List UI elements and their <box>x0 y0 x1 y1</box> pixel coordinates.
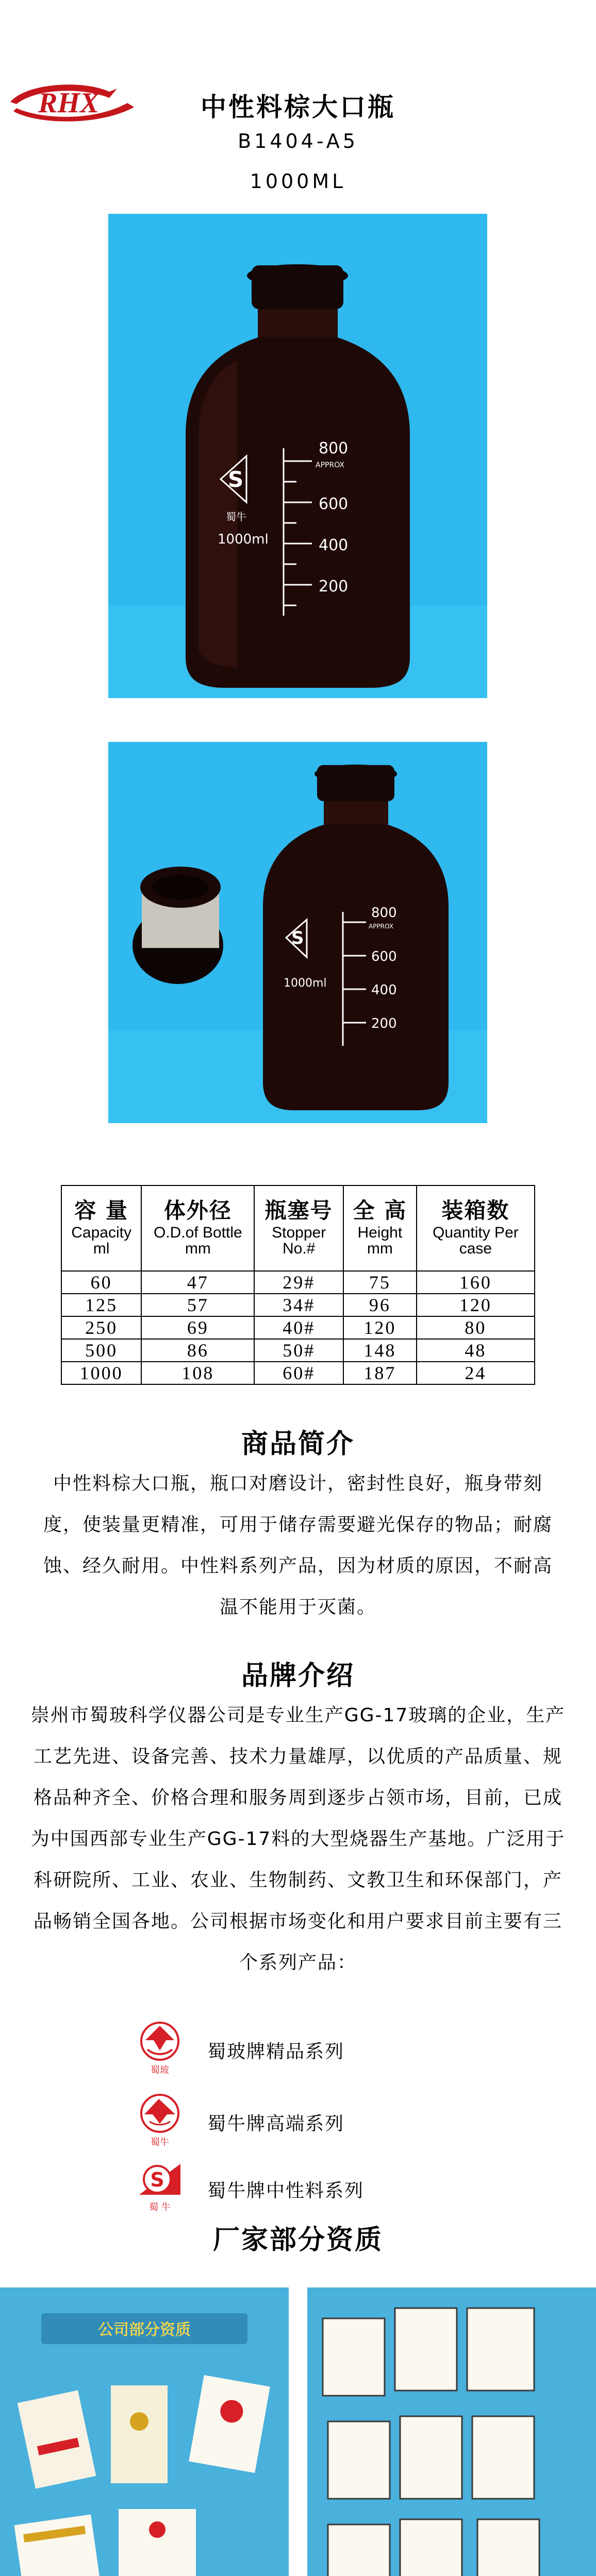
shuniu-s-icon <box>134 2159 186 2215</box>
svg-text:800: 800 <box>371 905 397 921</box>
brand-intro-text: 崇州市蜀玻科学仪器公司是专业生产GG-17玻璃的企业，生产工艺先进、设备完善、技术力量雄厚，以优质的产品质量、规格品种齐全、价格合理和服务周到逐步占领市场，目前，已成为中国西部专业生产GG-17料的大型烧器生产基地。广泛用于科研院所、工业、农业、生物制药、文教卫生和环保部门，产品畅销全国各地。公司根据市场变化和用户要求目前主要有三个系列产品： <box>30 1705 566 1973</box>
svg-text:200: 200 <box>319 578 349 596</box>
svg-text:600: 600 <box>371 949 397 964</box>
header-capacity: 容 量 Capacity ml <box>61 1185 141 1271</box>
table-cell: 60# <box>254 1362 343 1384</box>
svg-text:APPROX: APPROX <box>369 923 393 930</box>
svg-text:1000ml: 1000ml <box>284 977 327 990</box>
table-cell: 108 <box>141 1362 254 1384</box>
page-title: 中性料棕大口瓶 <box>201 92 395 122</box>
certificate-thumbnail <box>467 2308 534 2391</box>
product-intro-heading: 商品简介 <box>241 1429 355 1460</box>
table-cell: 57 <box>141 1294 254 1316</box>
table-cell: 24 <box>417 1362 535 1384</box>
table-cell: 125 <box>61 1294 141 1316</box>
certificates-panel-right <box>307 2287 596 2576</box>
table-row <box>61 1294 535 1316</box>
capacity-label: 1000ML <box>250 170 346 193</box>
table-cell: 29# <box>254 1271 343 1294</box>
table-cell: 47 <box>141 1271 254 1294</box>
certificates-wall-image <box>307 2287 596 2576</box>
table-cell: 120 <box>343 1316 417 1339</box>
svg-text:蜀 牛: 蜀 牛 <box>149 2202 171 2213</box>
svg-text:APPROX: APPROX <box>316 461 344 469</box>
svg-text:蜀牛: 蜀牛 <box>151 2137 169 2148</box>
table-cell: 500 <box>61 1339 141 1362</box>
table-cell: 34# <box>254 1294 343 1316</box>
header-outer-diameter: 体外径 O.D.of Bottle mm <box>141 1185 254 1271</box>
header-height: 全 高 Height mm <box>343 1185 417 1271</box>
series-label: 蜀牛牌高端系列 <box>207 2113 345 2134</box>
certificate-thumbnail <box>477 2519 539 2576</box>
header-stopper: 瓶塞号 Stopper No.# <box>254 1185 343 1271</box>
certificate-thumbnail <box>14 2514 105 2576</box>
series-label: 蜀牛牌中性料系列 <box>207 2180 365 2201</box>
series-label: 蜀玻牌精品系列 <box>207 2041 345 2062</box>
table-row <box>61 1339 535 1362</box>
table-cell: 48 <box>417 1339 535 1362</box>
svg-text:200: 200 <box>371 1016 397 1031</box>
table-cell: 250 <box>61 1316 141 1339</box>
certificates-panel-left <box>0 2287 289 2576</box>
svg-text:RHX: RHX <box>38 87 100 119</box>
table-cell: 96 <box>343 1294 417 1316</box>
shubo-brand-icon <box>134 2020 186 2076</box>
svg-text:蜀玻: 蜀玻 <box>151 2065 169 2076</box>
table-row <box>61 1362 535 1384</box>
certificate-thumbnail <box>328 2524 390 2576</box>
svg-text:公司部分资质: 公司部分资质 <box>98 2321 191 2339</box>
svg-text:400: 400 <box>319 536 349 554</box>
certificate-thumbnail <box>472 2416 534 2499</box>
table-cell: 187 <box>343 1362 417 1384</box>
series-item-shuniu-neutral <box>134 2159 495 2215</box>
svg-text:400: 400 <box>371 982 397 998</box>
certificate-thumbnail <box>395 2308 457 2391</box>
certificate-thumbnail <box>119 2509 196 2576</box>
series-item-shubo <box>134 2020 495 2076</box>
amber-bottle-image <box>108 214 487 698</box>
certificate-thumbnail <box>328 2421 390 2499</box>
certificates-divider <box>289 2287 307 2576</box>
glass-stopper-image <box>133 867 223 984</box>
svg-text:600: 600 <box>319 495 349 513</box>
table-cell: 60 <box>61 1271 141 1294</box>
product-photo-front <box>108 214 487 698</box>
amber-bottle-with-stopper-image <box>108 742 487 1123</box>
spec-table-header-row <box>61 1185 535 1271</box>
shuniu-brand-icon <box>134 2092 186 2148</box>
table-cell: 86 <box>141 1339 254 1362</box>
table-cell: 148 <box>343 1339 417 1362</box>
table-cell: 50# <box>254 1339 343 1362</box>
series-item-shuniu-high <box>134 2092 495 2148</box>
table-cell: 1000 <box>61 1362 141 1384</box>
table-cell: 80 <box>417 1316 535 1339</box>
product-photo-open <box>108 742 487 1123</box>
svg-text:S: S <box>291 928 304 948</box>
certificate-thumbnail <box>400 2519 462 2576</box>
certificates-collage-image <box>0 2287 289 2576</box>
certificates-heading: 厂家部分资质 <box>212 2225 383 2256</box>
certificate-thumbnail <box>400 2416 462 2499</box>
table-cell: 120 <box>417 1294 535 1316</box>
certificate-thumbnail <box>111 2385 168 2483</box>
model-number: B1404-A5 <box>238 130 358 152</box>
spec-table <box>61 1185 535 1385</box>
table-row <box>61 1316 535 1339</box>
table-cell: 69 <box>141 1316 254 1339</box>
table-cell: 40# <box>254 1316 343 1339</box>
product-intro-text: 中性料棕大口瓶，瓶口对磨设计，密封性良好，瓶身带刻度，使装量更精准，可用于储存需要避光保存的物品；耐腐蚀、经久耐用。中性料系列产品，因为材质的原因，不耐高温不能用于灭菌。 <box>43 1473 553 1618</box>
table-row <box>61 1271 535 1294</box>
svg-text:S: S <box>228 467 244 492</box>
table-cell: 75 <box>343 1271 417 1294</box>
certificate-thumbnail <box>323 2318 385 2396</box>
table-cell: 160 <box>417 1271 535 1294</box>
header-quantity: 装箱数 Quantity Per case <box>417 1185 535 1271</box>
svg-text:S: S <box>150 2168 164 2191</box>
svg-text:800: 800 <box>319 439 349 457</box>
svg-text:蜀牛: 蜀牛 <box>226 511 246 523</box>
brand-intro-heading: 品牌介绍 <box>241 1660 355 1691</box>
svg-text:1000ml: 1000ml <box>218 532 269 547</box>
